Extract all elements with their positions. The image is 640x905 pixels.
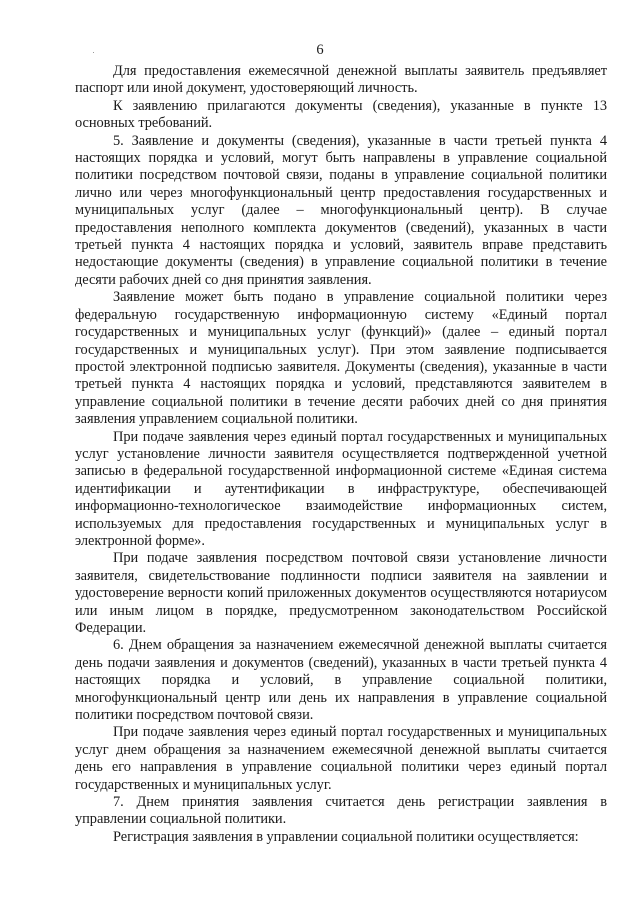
paragraph-registration: Регистрация заявления в управлении социальной политики осуществляется: <box>113 828 579 845</box>
paragraph-attached-documents: К заявлению прилагаются документы (сведения), указанные в пункте 13 основных требований. <box>75 97 607 132</box>
page-number: 6 <box>316 42 324 58</box>
paragraph-item-7: 7. Днем принятия заявления считается день регистрации заявления в управлении социальной политики. <box>75 794 607 828</box>
paragraph-item-6: 6. Днем обращения за назначением ежемесячной денежной выплаты считается день подачи заявления и документов (сведений), указанных в части третьей пункта 4 настоящих порядка и условий, в управление социальной политики, многофункциональный центр или день их направления в управление социальной политики посредством почтовой связи. <box>75 637 607 724</box>
scan-speck <box>93 52 94 53</box>
paragraph-passport: Для предоставления ежемесячной денежной выплаты заявитель предъявляет паспорт или иной документ, удостоверяющий личность. <box>75 63 607 97</box>
paragraph-portal-application-day: При подаче заявления через единый портал государственных и муниципальных услуг днем обращения за назначением ежемесячной денежной выплаты считается день его направления в управление социальной политики через единый портал государственных и муниципальных услуг. <box>75 724 607 793</box>
paragraph-unified-portal: Заявление может быть подано в управление социальной политики через федеральную государственную информационную систему «Единый портал государственных и муниципальных услуг (функций)» (далее – единый портал государственных и муниципальных услуг). При этом заявление подписывается простой электронной подписью заявителя. Документы (сведения), указанные в части третьей пункта 4 настоящих порядка и условий, представляются заявителем в управление социальной политики в течение десяти рабочих дней со дня принятия заявления управлением социальной политики. <box>75 289 607 428</box>
paragraph-postal-identity: При подаче заявления посредством почтовой связи установление личности заявителя, свидетельствование подлинности подписи заявителя на заявлении и удостоверение верности копий приложенных документов осуществляются нотариусом или иным лицом в порядке, предусмотренном законодательством Российской Федерации. <box>75 550 607 636</box>
document-body <box>75 63 607 846</box>
paragraph-identity-portal: При подаче заявления через единый портал государственных и муниципальных услуг установление личности заявителя осуществляется подтвержденной учетной записью в федеральной государственной информационной системе «Единая система идентификации и аутентификации в инфраструктуре, обеспечивающей информационно-технологическое взаимодействие информационных систем, используемых для предоставления государственных и муниципальных услуг в электронной форме». <box>75 428 607 549</box>
paragraph-item-5: 5. Заявление и документы (сведения), указанные в части третьей пункта 4 настоящих порядка и условий, могут быть направлены в управление социальной политики посредством почтовой связи, поданы в управление социальной политики лично или через многофункциональный центр предоставления государственных и муниципальных услуг (далее – многофункциональный центр). В случае предоставления неполного комплекта документов (сведений), указанных в части третьей пункта 4 настоящих порядка и условий, заявитель вправе представить недостающие документы (сведения) в управление социальной политики в течение десяти рабочих дней со дня принятия заявления. <box>75 132 607 288</box>
